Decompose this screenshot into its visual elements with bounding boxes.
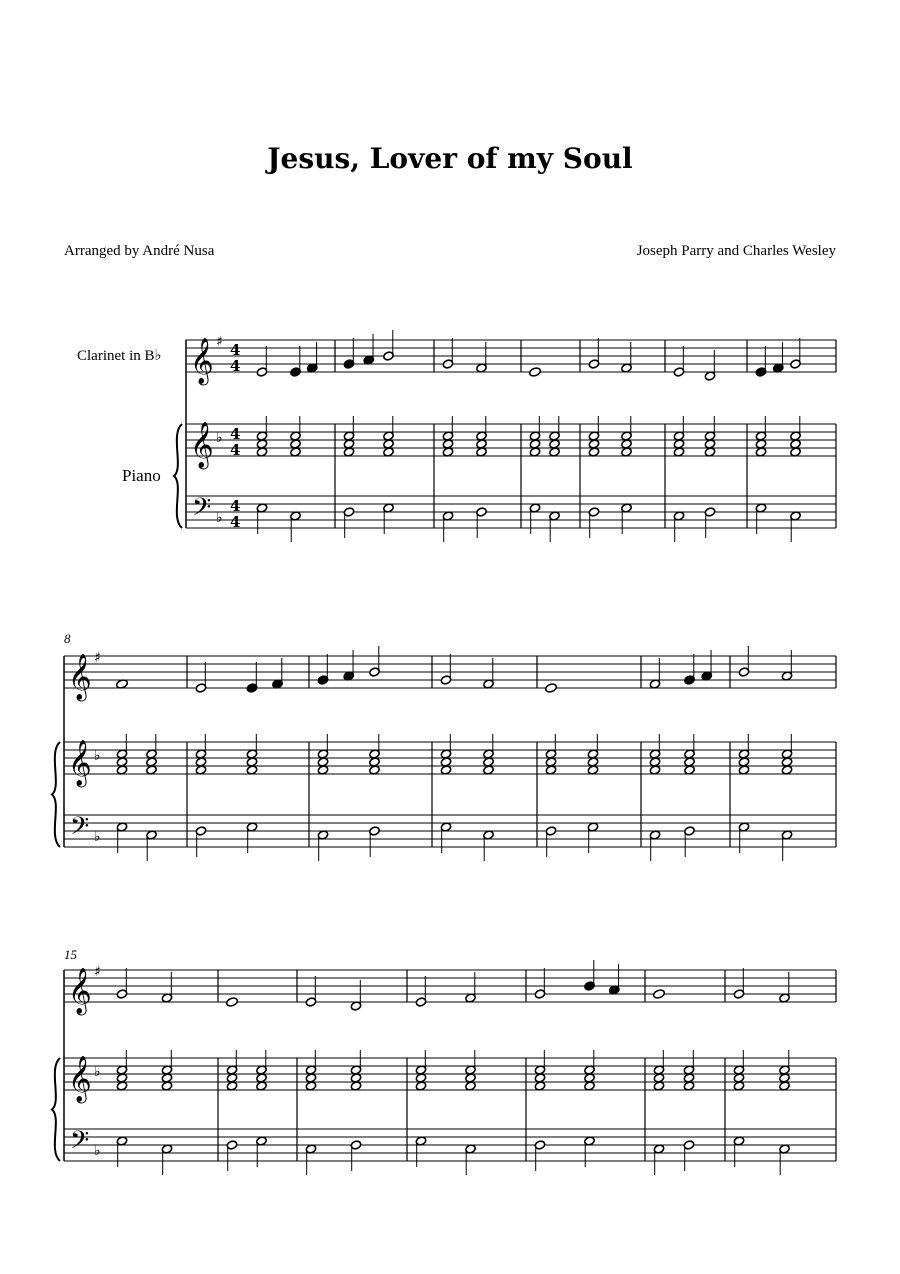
note-head bbox=[545, 683, 558, 694]
time-signature-denominator: 4 bbox=[230, 441, 241, 459]
piano-brace-icon bbox=[52, 742, 60, 847]
flat-key-icon: ♭ bbox=[94, 1064, 101, 1080]
flat-key-icon: ♭ bbox=[94, 748, 101, 764]
piano-brace-icon bbox=[52, 1058, 60, 1161]
flat-key-icon: ♭ bbox=[216, 510, 223, 526]
treble-clef-icon: 𝄞 bbox=[68, 654, 92, 700]
time-signature-numerator: 4 bbox=[230, 497, 241, 515]
arranger-credit: Arranged by André Nusa bbox=[64, 243, 215, 259]
bass-clef-icon: 𝄢 bbox=[70, 812, 90, 847]
treble-clef-icon: 𝄞 bbox=[190, 338, 214, 384]
sharp-key-icon: ♯ bbox=[94, 964, 101, 980]
sharp-key-icon: ♯ bbox=[216, 334, 223, 350]
bass-clef-icon: 𝄢 bbox=[70, 1126, 90, 1161]
piano-instrument-label: Piano bbox=[122, 466, 161, 485]
flat-key-icon: ♭ bbox=[216, 430, 223, 446]
measure-number-system-3: 15 bbox=[64, 947, 77, 962]
measure-number-system-2: 8 bbox=[64, 631, 71, 646]
flat-key-icon: ♭ bbox=[94, 829, 101, 845]
treble-clef-icon: 𝄞 bbox=[68, 740, 92, 786]
piano-brace-icon bbox=[174, 424, 182, 528]
score-title: Jesus, Lover of my Soul bbox=[267, 142, 633, 175]
note-head bbox=[653, 989, 666, 1000]
note-head bbox=[529, 367, 542, 378]
treble-clef-icon: 𝄞 bbox=[190, 422, 214, 468]
note-head bbox=[226, 997, 239, 1008]
bass-clef-icon: 𝄢 bbox=[192, 493, 212, 528]
time-signature-numerator: 4 bbox=[230, 341, 241, 359]
time-signature-denominator: 4 bbox=[230, 357, 241, 375]
composer-credit: Joseph Parry and Charles Wesley bbox=[636, 243, 836, 259]
treble-clef-icon: 𝄞 bbox=[68, 1056, 92, 1102]
treble-clef-icon: 𝄞 bbox=[68, 968, 92, 1014]
time-signature-numerator: 4 bbox=[230, 425, 241, 443]
time-signature-denominator: 4 bbox=[230, 513, 241, 531]
clarinet-instrument-label: Clarinet in B♭ bbox=[77, 348, 162, 364]
flat-key-icon: ♭ bbox=[94, 1143, 101, 1159]
sharp-key-icon: ♯ bbox=[94, 650, 101, 666]
